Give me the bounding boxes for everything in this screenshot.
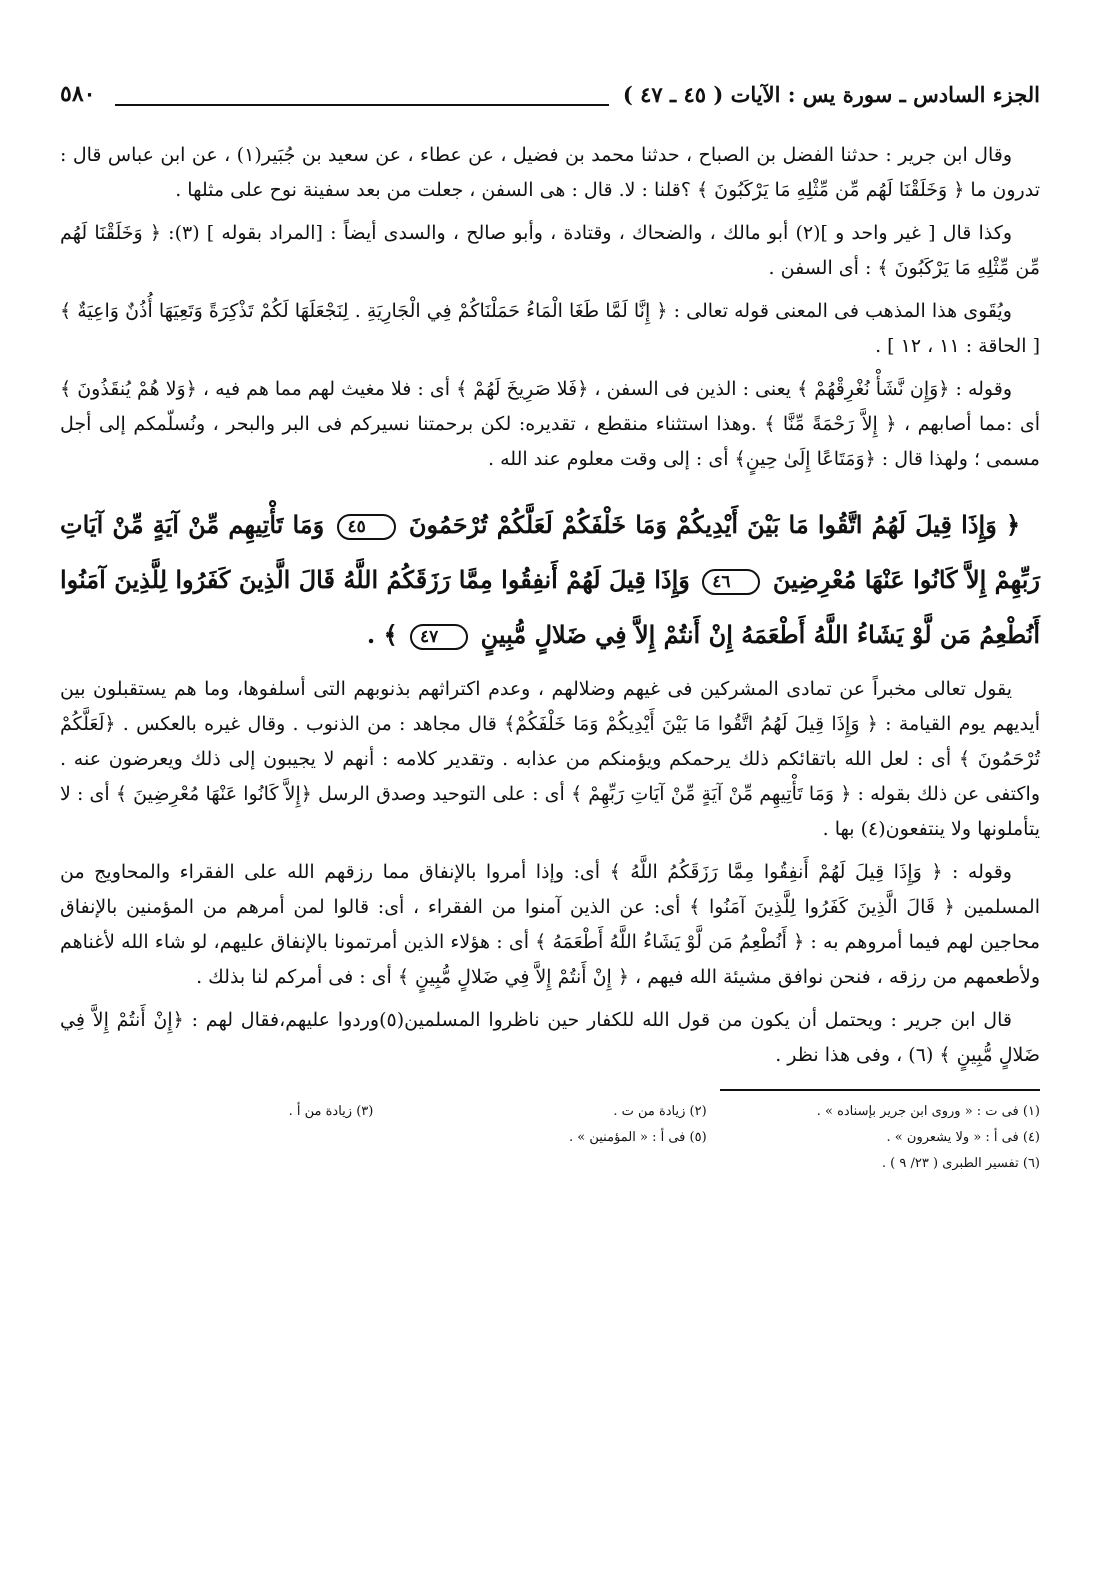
paragraph-3: ويُقَوى هذا المذهب فى المعنى قوله تعالى : ﴿ إِنَّا لَمَّا طَغَا الْمَاءُ حَمَلْنَاكُمْ فِي الْجَارِيَةِ . لِنَجْعَلَهَا لَكُمْ تَذْكِرَةً وَتَعِيَهَا أُذُنٌ وَاعِيَةٌ ﴾ [ الحاقة : ١١ ، ١٢ ] . xyxy=(60,300,1040,357)
footnote-2: (٢) زيادة من ت . xyxy=(613,1104,707,1119)
verse-number-46: ٤٦ xyxy=(702,569,760,595)
footnote-6: (٦) تفسير الطبرى ( ٢٣/ ٩ ) . xyxy=(881,1156,1040,1171)
footnote-1: (١) فى ت : « وروى ابن جرير بإسناده » . xyxy=(816,1104,1040,1119)
running-title: الجزء السادس ـ سورة يس : الآيات ( ٤٥ ـ ٤٧ ) xyxy=(622,81,1040,107)
verse-text-46: وَمَا تَأْتِيهِم مِّنْ آيَةٍ مِّنْ آيَاتِ رَبِّهِمْ إِلاَّ كَانُوا عَنْهَا مُعْرِضِينَ xyxy=(60,510,1040,594)
verse-text-47: وَإِذَا قِيلَ لَهُمْ أَنفِقُوا مِمَّا رَزَقَكُمُ اللَّهُ قَالَ الَّذِينَ كَفَرُوا لِلَّذِينَ آمَنُوا أَنُطْعِمُ مَن لَّوْ يَشَاءُ اللَّهُ أَطْعَمَهُ إِنْ أَنتُمْ إِلاَّ فِي ضَلالٍ مُّبِينٍ xyxy=(60,565,1040,649)
verse-number-45: ٤٥ xyxy=(337,514,395,540)
footnote-5: (٥) فى أ : « المؤمنين » . xyxy=(569,1130,707,1145)
quran-verse-block xyxy=(60,497,1040,662)
main-text xyxy=(60,138,1040,1073)
verse-text-45: ﴿ وَإِذَا قِيلَ لَهُمُ اتَّقُوا مَا بَيْنَ أَيْدِيكُمْ وَمَا خَلْفَكُمْ لَعَلَّكُمْ تُرْحَمُونَ xyxy=(408,510,1021,539)
paragraph-2: وكذا قال [ غير واحد و ](٢) أبو مالك ، والضحاك ، وقتادة ، وأبو صالح ، والسدى أيضاً : [المراد بقوله ] (٣): ﴿ وَخَلَقْنَا لَهُم مِّن مِّثْلِهِ مَا يَرْكَبُونَ ﴾ : أى السفن . xyxy=(60,222,1040,279)
paragraph-7: قال ابن جرير : ويحتمل أن يكون من قول الله للكفار حين ناظروا المسلمين(٥)وردوا عليهم،فقال لهم : ﴿إِنْ أَنتُمْ إِلاَّ فِي ضَلالٍ مُّبِينٍ ﴾ (٦) ، وفى هذا نظر . xyxy=(60,1009,1040,1066)
verse-number-47: ٤٧ xyxy=(410,624,468,650)
book-page xyxy=(60,70,1040,1550)
footnote-4: (٤) فى أ : « ولا يشعرون » . xyxy=(886,1130,1040,1145)
paragraph-1: وقال ابن جرير : حدثنا الفضل بن الصباح ، حدثنا محمد بن فضيل ، عن عطاء ، عن سعيد بن جُبَير(١) ، عن ابن عباس قال : تدرون ما ﴿ وَخَلَقْنَا لَهُم مِّن مِّثْلِهِ مَا يَرْكَبُونَ ﴾ ؟قلنا : لا. قال : هى السفن ، جعلت من بعد سفينة نوح على مثلها . xyxy=(60,144,1040,201)
footnote-rule xyxy=(720,1089,1040,1091)
footnote-empty xyxy=(60,1127,373,1149)
paragraph-5: يقول تعالى مخبراً عن تمادى المشركين فى غيهم وضلالهم ، وعدم اكتراثهم بذنوبهم التى أسلفوها، وما هم يستقبلون بين أيديهم يوم القيامة : ﴿ وَإِذَا قِيلَ لَهُمُ اتَّقُوا مَا بَيْنَ أَيْدِيكُمْ وَمَا خَلْفَكُمْ﴾ قال مجاهد : من الذنوب . وقال غيره بالعكس . ﴿لَعَلَّكُمْ تُرْحَمُونَ ﴾ أى : لعل الله باتقائكم ذلك يرحمكم ويؤمنكم من عذابه . وتقدير كلامه : أنهم لا يجيبون إلى ذلك ويعرضون عنه . واكتفى عن ذلك بقوله : ﴿ وَمَا تَأْتِيهِم مِّنْ آيَةٍ مِّنْ آيَاتِ رَبِّهِمْ ﴾ أى : على التوحيد وصدق الرسل ﴿إِلاَّ كَانُوا عَنْهَا مُعْرِضِينَ ﴾ أى : لا يتأملونها ولا ينتفعون(٤) بها . xyxy=(60,678,1040,840)
paragraph-6: وقوله : ﴿ وَإِذَا قِيلَ لَهُمْ أَنفِقُوا مِمَّا رَزَقَكُمُ اللَّهُ ﴾ أى: وإذا أمروا بالإنفاق مما رزقهم الله على الفقراء والمحاويج من المسلمين ﴿ قَالَ الَّذِينَ كَفَرُوا لِلَّذِينَ آمَنُوا ﴾ أى: عن الذين آمنوا من الفقراء ، أى: قالوا لمن أمرهم من المؤمنين بالإنفاق محاجين لهم فيما أمروهم به : ﴿ أَنُطْعِمُ مَن لَّوْ يَشَاءُ اللَّهُ أَطْعَمَهُ ﴾ أى : هؤلاء الذين أمرتمونا بالإنفاق عليهم، لو شاء الله لأغناهم ولأطعمهم من رزقه ، فنحن نوافق مشيئة الله فيهم ، ﴿ إِنْ أَنتُمْ إِلاَّ فِي ضَلالٍ مُّبِينٍ ﴾ أى : فى أمركم لنا بذلك . xyxy=(60,861,1040,988)
paragraph-4: وقوله : ﴿وَإِن نَّشَأْ نُغْرِقْهُمْ ﴾ يعنى : الذين فى السفن ، ﴿فَلا صَرِيخَ لَهُمْ ﴾ أى : فلا مغيث لهم مما هم فيه ، ﴿وَلا هُمْ يُنقَذُونَ ﴾ أى :مما أصابهم ، ﴿ إِلاَّ رَحْمَةً مِّنَّا ﴾ .وهذا استثناء منقطع ، تقديره: لكن برحمتنا نسيركم فى البر والبحر ، ونُسلّمكم إلى أجل مسمى ؛ ولهذا قال : ﴿وَمَتَاعًا إِلَىٰ حِينٍ﴾ أى : إلى وقت معلوم عند الله . xyxy=(60,378,1040,470)
footnote-3: (٣) زيادة من أ . xyxy=(288,1104,374,1119)
page-number: ٥٨٠ xyxy=(60,81,96,107)
page-header xyxy=(60,70,1040,118)
header-rule xyxy=(115,104,608,106)
footnotes xyxy=(60,1101,1040,1175)
verse-end: ﴾ . xyxy=(366,620,398,649)
